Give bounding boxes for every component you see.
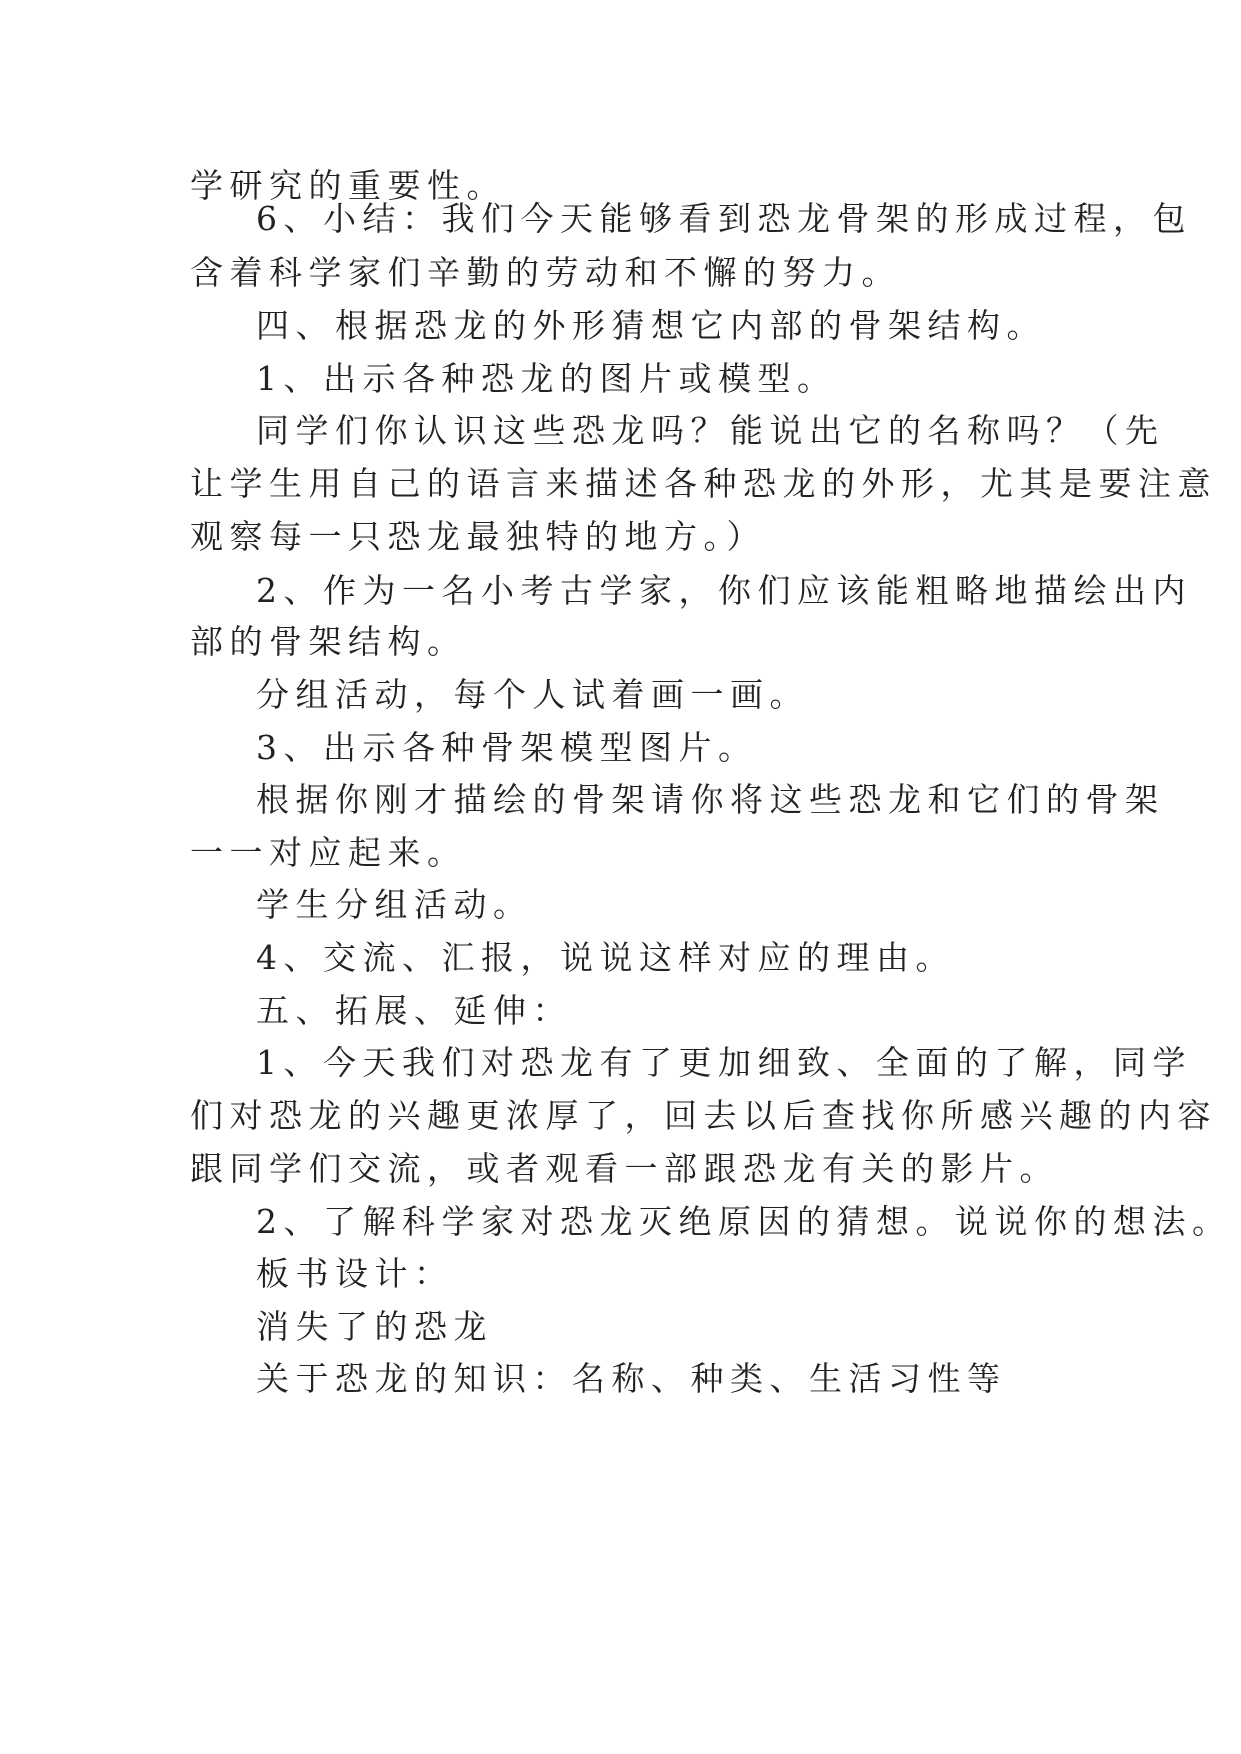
text-line: 6、小结：我们今天能够看到恐龙骨架的形成过程，包 [256,199,1192,238]
text-line: 学生分组活动。 [256,885,533,924]
text-line: 3、出示各种骨架模型图片。 [256,728,758,767]
text-line: 根据你刚才描绘的骨架请你将这些恐龙和它们的骨架 [256,780,1165,819]
text-line: 学研究的重要性。 [190,166,506,205]
text-line: 四、根据恐龙的外形猜想它内部的骨架结构。 [256,306,1046,345]
text-line: 一一对应起来。 [190,833,467,872]
text-line: 4、交流、汇报，说说这样对应的理由。 [256,938,955,977]
text-line: 观察每一只恐龙最独特的地方。） [190,517,766,556]
text-line: 1、今天我们对恐龙有了更加细致、全面的了解，同学 [256,1043,1192,1082]
text-line: 2、作为一名小考古学家，你们应该能粗略地描绘出内 [256,571,1192,610]
text-line: 分组活动，每个人试着画一画。 [256,675,809,714]
text-line: 消失了的恐龙 [256,1307,493,1346]
text-line: 2、了解科学家对恐龙灭绝原因的猜想。说说你的想法。 [256,1202,1232,1241]
text-line: 跟同学们交流，或者观看一部跟恐龙有关的影片。 [190,1149,1059,1188]
text-line: 关于恐龙的知识：名称、种类、生活习性等 [256,1359,1007,1398]
text-line: 板书设计： [256,1254,454,1293]
text-line: 让学生用自己的语言来描述各种恐龙的外形，尤其是要注意 [190,464,1217,503]
text-line: 部的骨架结构。 [190,622,467,661]
text-line: 含着科学家们辛勤的劳动和不懈的努力。 [190,253,901,292]
text-line: 同学们你认识这些恐龙吗？能说出它的名称吗？（先 [256,411,1165,450]
text-line: 1、出示各种恐龙的图片或模型。 [256,359,837,398]
text-line: 五、拓展、延伸： [256,991,572,1030]
text-line: 们对恐龙的兴趣更浓厚了，回去以后查找你所感兴趣的内容 [190,1096,1217,1135]
